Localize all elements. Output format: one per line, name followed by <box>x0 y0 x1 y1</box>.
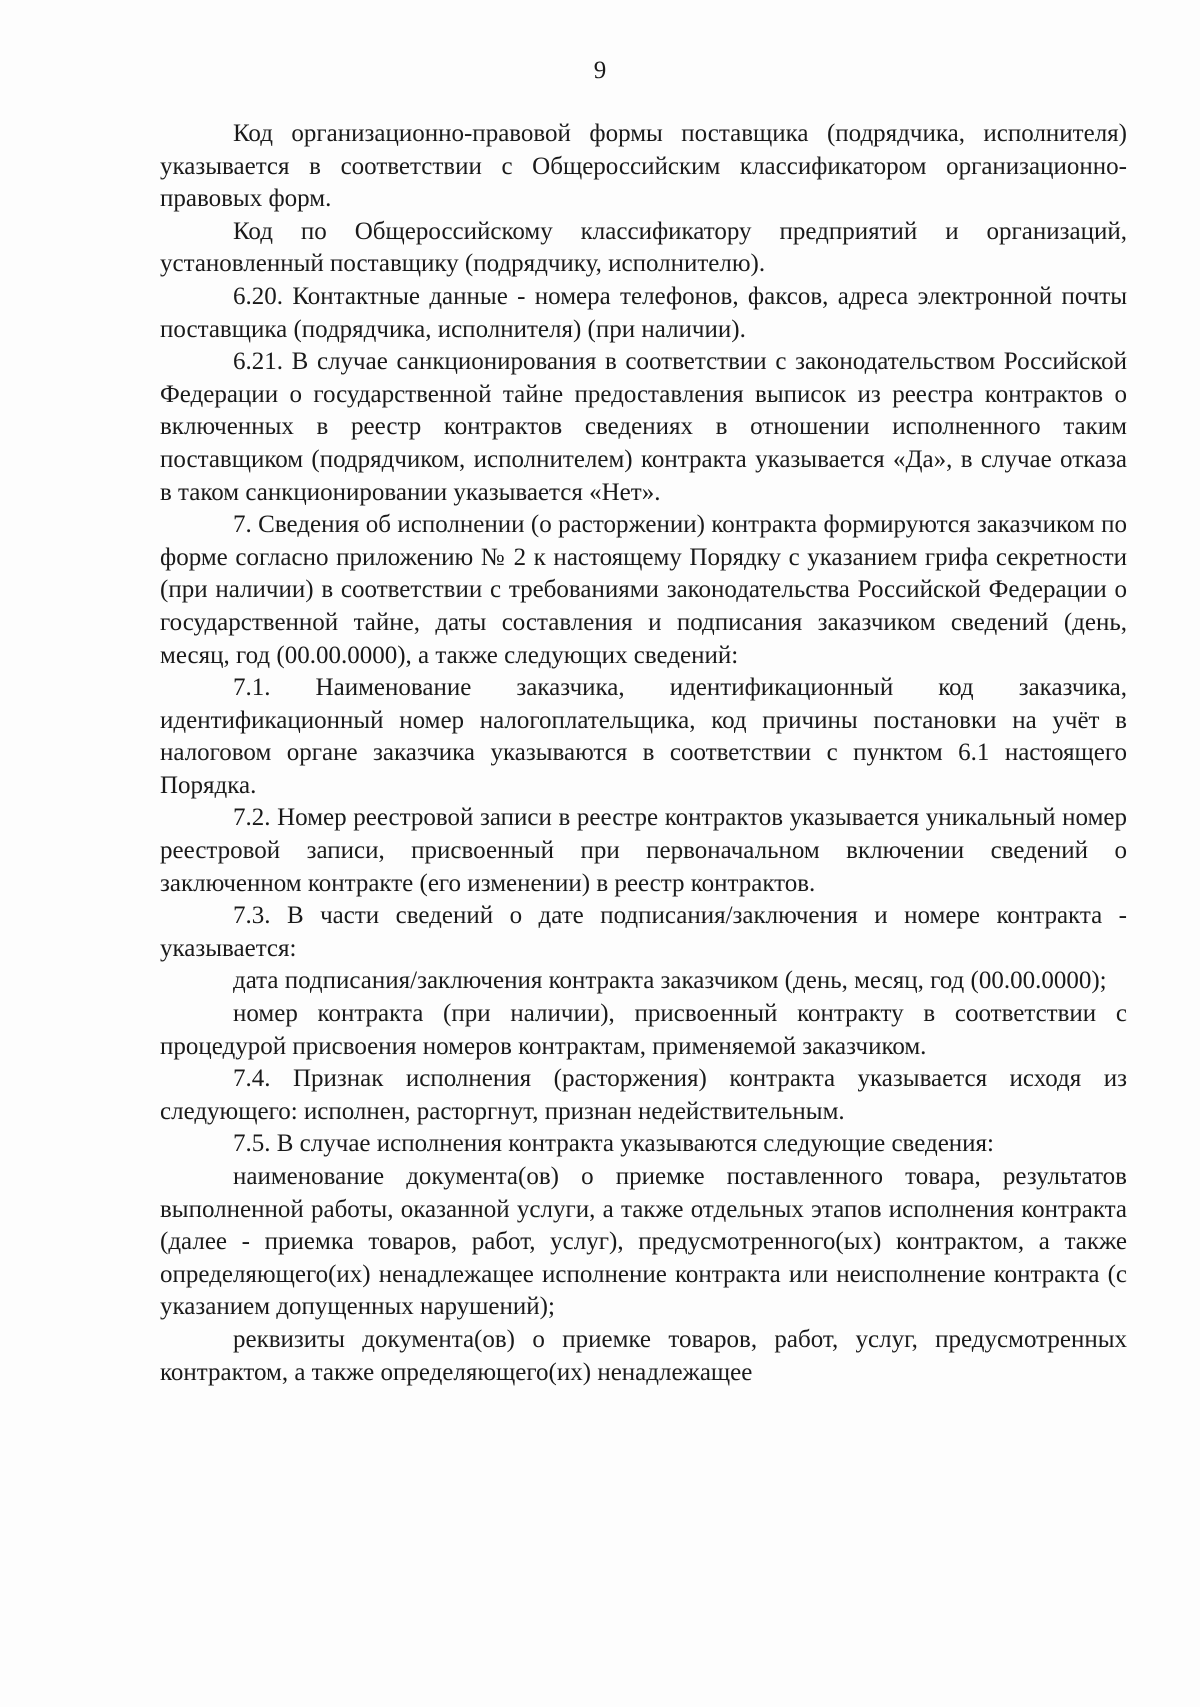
paragraph-acceptance-document-name: наименование документа(ов) о приемке поставленного товара, результатов выполненной работы, оказанной услуги, а также отдельных этапов исполнения контракта (далее - приемка товаров, работ, услуг), предусмотренного(ых) контрактом, а также определяющего(их) ненадлежащее исполнение контракта или неисполнение контракта (с указанием допущенных нарушений); <box>160 1163 1127 1321</box>
paragraph-6-20-contacts: 6.20. Контактные данные - номера телефонов, факсов, адреса электронной почты поставщика (подрядчика, исполнителя) (при наличии). <box>160 282 1127 343</box>
paragraph-7-4-execution-sign: 7.4. Признак исполнения (расторжения) контракта указывается исходя из следующего: исполнен, расторгнут, признан недействительным. <box>160 1065 1127 1125</box>
document-body <box>160 118 1127 1389</box>
paragraph-6-21-sanction: 6.21. В случае санкционирования в соответствии с законодательством Российской Федерации о государственной тайне предоставления выписок из реестра контрактов о включенных в реестр контрактов сведениях в отношении исполненного таким поставщиком (подрядчиком, исполнителем) контракта указывается «Да», в случае отказа в таком санкционировании указывается «Нет». <box>160 348 1127 506</box>
page-number: 9 <box>593 57 607 84</box>
paragraph-7-3-contract-date: 7.3. В части сведений о дате подписания/заключения и номере контракта - указывается: <box>160 902 1127 962</box>
paragraph-legal-form-code: Код организационно-правовой формы поставщика (подрядчика, исполнителя) указывается в соответствии с Общероссийским классификатором организационно-правовых форм. <box>160 120 1127 213</box>
paragraph-contract-number: номер контракта (при наличии), присвоенный контракту в соответствии с процедурой присвоения номеров контрактам, применяемой заказчиком. <box>160 1000 1127 1060</box>
paragraph-7-2-registry-number: 7.2. Номер реестровой записи в реестре контрактов указывается уникальный номер реестровой записи, присвоенный при первоначальном включении сведений о заключенном контракте (его изменении) в реестр контрактов. <box>160 804 1127 897</box>
paragraph-7-5-execution-case: 7.5. В случае исполнения контракта указываются следующие сведения: <box>233 1130 994 1158</box>
paragraph-7-1-customer-name: 7.1. Наименование заказчика, идентификационный код заказчика, идентификационный номер налогоплательщика, код причины постановки на учёт в налоговом органе заказчика указываются в соответствии с пунктом 6.1 настоящего Порядка. <box>160 674 1127 799</box>
paragraph-acceptance-document-details: реквизиты документа(ов) о приемке товаров, работ, услуг, предусмотренных контрактом, а также определяющего(их) ненадлежащее <box>160 1325 1127 1386</box>
paragraph-signing-date: дата подписания/заключения контракта заказчиком (день, месяц, год (00.00.0000); <box>233 967 1107 995</box>
paragraph-okpo-code: Код по Общероссийскому классификатору предприятий и организаций, установленный поставщику (подрядчику, исполнителю). <box>160 217 1127 278</box>
paragraph-7-execution-info: 7. Сведения об исполнении (о расторжении) контракта формируются заказчиком по форме согласно приложению № 2 к настоящему Порядку с указанием грифа секретности (при наличии) в соответствии с требованиями законодательства Российской Федерации о государственной тайне, даты составления и подписания заказчиком сведений (день, месяц, год (00.00.0000), а также следующих сведений: <box>160 511 1127 669</box>
